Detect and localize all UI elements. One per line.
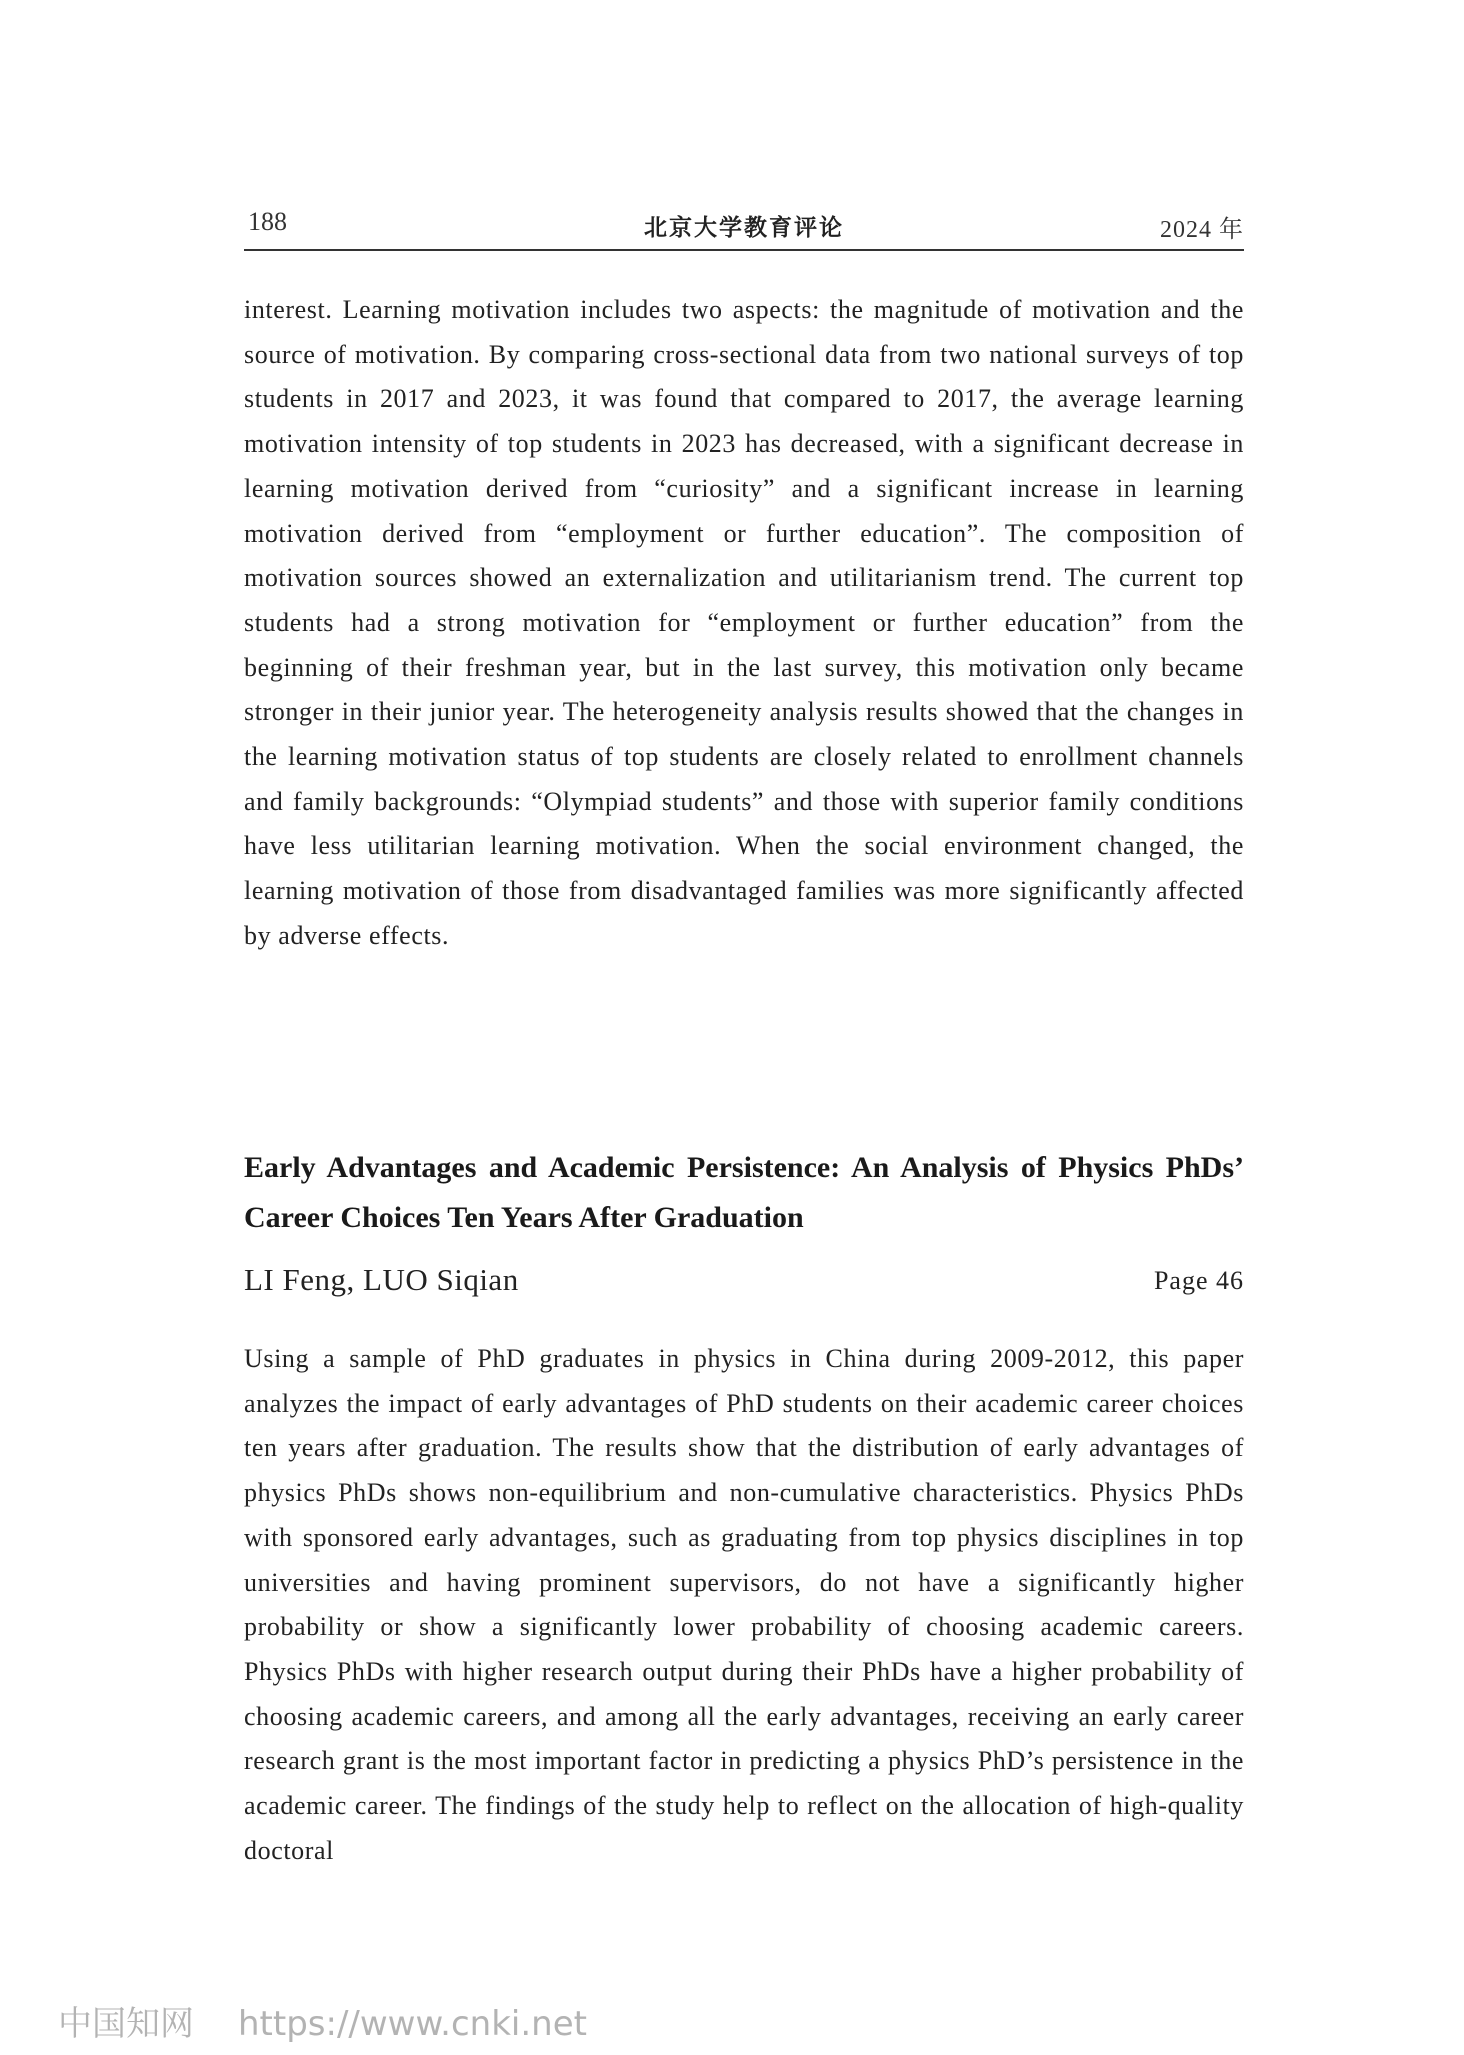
abstract-continued-paragraph: interest. Learning motivation includes two aspects: the magnitude of motivation and the source of motivation. By comparing cross-sectional data from two national surveys of top students in 2017 and 2023, it was found that compared to 2017, the average learning motivation intensity of top students in 2023 has decreased, with a significant decrease in learning motivation derived from “curiosity” and a significant increase in learning motivation derived from “employment or further education”. The composition of motivation sources showed an externalization and utilitarianism trend. The current top students had a strong motivation for “employment or further education” from the beginning of their freshman year, but in the last survey, this motivation only became stronger in their junior year. The heterogeneity analysis results showed that the changes in the learning motivation status of top students are closely related to enrollment channels and family backgrounds: “Olympiad students” and those with superior family conditions have less utilitarian learning motivation. When the social environment changed, the learning motivation of those from disadvantaged families was more significantly affected by adverse effects. <box>244 295 1244 950</box>
article-title: Early Advantages and Academic Persistence: An Analysis of Physics PhDs’ Career Choices Ten Years After Graduation <box>244 1151 1244 1234</box>
page-number: 188 <box>248 207 287 236</box>
article-abstract-paragraph: Using a sample of PhD graduates in physics in China during 2009-2012, this paper analyzes the impact of early advantages of PhD students on their academic career choices ten years after graduation. The results show that the distribution of early advantages of physics PhDs shows non-equilibrium and non-cumulative characteristics. Physics PhDs with sponsored early advantages, such as graduating from top physics disciplines in top universities and having prominent supervisors, do not have a significantly higher probability or show a significantly lower probability of choosing academic careers. Physics PhDs with higher research output during their PhDs have a higher probability of choosing academic careers, and among all the early advantages, receiving an early career research grant is the most important factor in predicting a physics PhD’s persistence in the academic career. The findings of the study help to reflect on the allocation of high-quality doctoral <box>244 1344 1244 1865</box>
journal-title: 北京大学教育评论 <box>644 215 844 241</box>
cnki-watermark <box>58 1996 587 2045</box>
running-header <box>244 205 1244 251</box>
article-authors: LI Feng, LUO Siqian <box>244 1262 519 1297</box>
watermark-url: https://www.cnki.net <box>238 2004 587 2044</box>
watermark-brand: 中国知网 <box>58 2004 194 2044</box>
article-page-reference: Page 46 <box>1153 1266 1244 1295</box>
publication-year: 2024 年 <box>1160 217 1244 243</box>
article-byline <box>244 1262 1244 1304</box>
